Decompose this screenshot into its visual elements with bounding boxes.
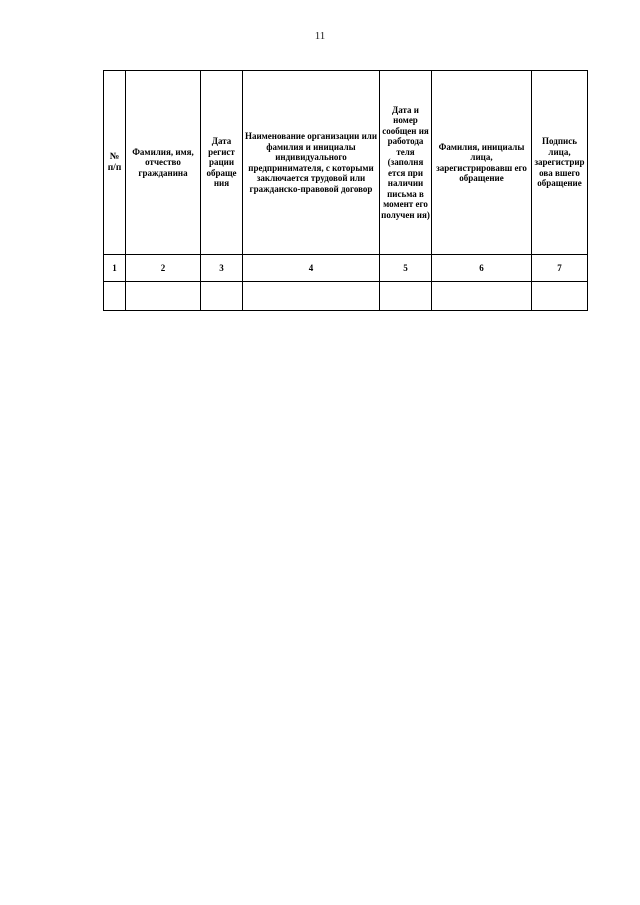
header-number: № п/п [104,71,126,255]
empty-cell [380,282,432,311]
empty-cell [126,282,201,311]
column-number: 3 [201,255,243,282]
table-header-row [104,71,588,255]
empty-cell [104,282,126,311]
column-number: 1 [104,255,126,282]
table-row [104,282,588,311]
column-number: 2 [126,255,201,282]
column-number: 6 [432,255,532,282]
column-number: 7 [532,255,588,282]
page-number: 11 [314,30,326,42]
header-registration-date: Дата регист рации обраще ния [201,71,243,255]
empty-cell [201,282,243,311]
header-citizen-name: Фамилия, имя, отчество гражданина [126,71,201,255]
empty-cell [432,282,532,311]
header-registrar-signature: Подпись лица, зарегистрирова вшего обращение [532,71,588,255]
registration-journal-table [103,70,588,311]
column-number: 4 [243,255,380,282]
header-employer-message: Дата и номер сообщен ия работода теля (заполня ется при наличии письма в момент его получен ия) [380,71,432,255]
column-number-row [104,255,588,282]
empty-cell [532,282,588,311]
header-registrar-name: Фамилия, инициалы лица, зарегистрировавш его обращение [432,71,532,255]
column-number: 5 [380,255,432,282]
empty-cell [243,282,380,311]
header-organization-name: Наименование организации или фамилия и инициалы индивидуального предпринимателя, с которыми заключается трудовой или гражданско-правовой договор [243,71,380,255]
